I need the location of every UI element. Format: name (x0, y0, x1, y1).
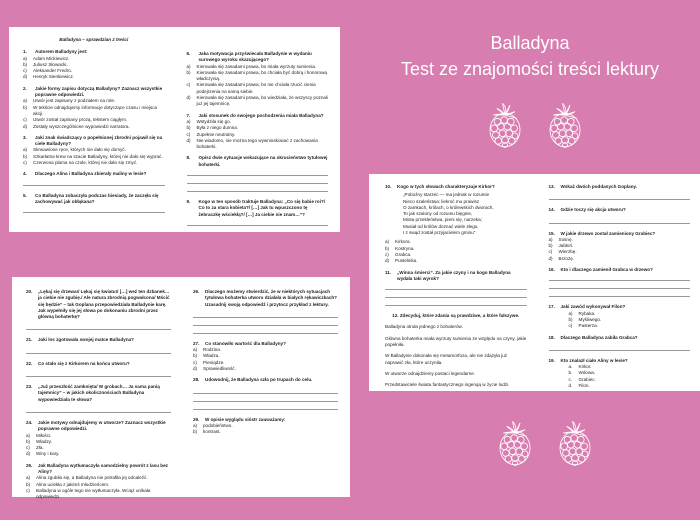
raspberry-icon (550, 410, 600, 476)
question-text: Wskaż dwóch poddanych Goplany. (560, 184, 637, 189)
answer-option[interactable]: c) Czerwona plama na czole, której nie dało się zmyć. (23, 160, 138, 166)
answer-option[interactable]: b) Kierowała się zasadami prawa, bo chciała być dobrą i honorową władczynią. (186, 69, 327, 82)
question-text: Co stało się z Kirkorem na końcu utworu? (38, 360, 130, 366)
answer-option[interactable]: a) podobieństwo. (193, 422, 233, 428)
answer-line[interactable] (385, 297, 527, 298)
question-10: 10. Kogo w tych słowach charakteryzuje Kirkor? „Poboźny starzec — ma jednak w rozumie Nieco szaleństwa: liekroć mu prawisz O zamkach, królach, o królewskich dworach, To jak szalony od rozumu bięgnie, Miota przekleństwa, pieni się, narzeka; Musiał od królów doznać wiele złego, I z swąd został przyjacielem gminu” a) Kirkora. b) Kostryna. c) Grabca. d) Pustelnika. (385, 184, 527, 265)
answer-option[interactable]: d) Brzozę. (548, 255, 575, 261)
answer-line[interactable] (23, 212, 165, 213)
answer-option[interactable]: a) Rodzina. (193, 347, 222, 353)
question-text: 12. Zdecyduj, które zdania są prawdziwe, a które fałszywe. (392, 313, 520, 319)
answer-option[interactable]: c) Zła. (26, 445, 44, 451)
page-heading (360, 30, 700, 82)
answer-line[interactable] (385, 289, 527, 290)
answer-option[interactable]: c) Zupełnie neutralny. (186, 131, 236, 137)
raspberry-icon (540, 92, 590, 158)
answer-option[interactable]: c) Wierzbę. (548, 249, 577, 255)
heading-subtitle: Test ze znajomości treści lektury (400, 59, 660, 79)
question-12 (385, 313, 527, 388)
answer-option[interactable]: b) Była z niego dumna. (186, 125, 239, 131)
question-text: Autorem Balladyny jest: (35, 49, 88, 55)
answer-option[interactable]: c) Pasterza. (568, 323, 598, 329)
answer-line[interactable] (193, 333, 338, 334)
question-text: Kto znalazł ciało Aliny w lesie? (560, 357, 628, 363)
answer-option[interactable]: c) Grabca. (385, 251, 412, 257)
question-text: Jakie motywy odnajdujemy w utworze? Zaznacz wszystkie poprawne odpowiedzi. (38, 419, 166, 432)
answer-option[interactable]: a) Kirkora. (385, 239, 411, 245)
question-text: Jaki stosunek do swojego pochodzenia miała Balladyna? (198, 112, 324, 118)
question-text: „Lękaj się drzewa!/ Lękaj się kwiatu!/ […] weź ten dzbanek… ja ciebie nie zgubię./ Ale natura zbrodnią pogwałcona/ Mścić się będzie” – tak Goplana przepowiedziała Balladynie karę. Jak wypełniły się jej słowa po dokonaniu zbrodni przez główną bohaterkę? (38, 289, 170, 320)
answer-line[interactable] (26, 412, 171, 413)
question-9: 9. Kogo w ten sposób traktuje Balladyna: „Co się babie roi?/ Co to za stara kobieta?/ […] Jak tu wpuszczono tę żebraczkę wściekłą?/ […] Ja ciebie nie znam…”? (187, 199, 329, 226)
question-18: 18. Dlaczego Balladyna zabiła Grabca? (549, 335, 691, 351)
answer-line[interactable] (193, 401, 338, 402)
answer-line[interactable] (23, 185, 165, 186)
answer-option[interactable]: a) Alina zgubiła się, a Balladyna nie potrafiła jej odnaleźć. (26, 475, 148, 481)
question-17: 17. Jaki zawód wykonywał Filon? a) Rybaka. b) Myśliwego. c) Pasterza. (549, 304, 691, 329)
statement[interactable]: Balladyna otruła jednego z bohaterów. (385, 324, 463, 330)
answer-line[interactable] (549, 280, 691, 281)
question-text: Jaka motywacja przyświecała Balladynie w wydaniu surowego wyroku skazującego? (198, 51, 312, 63)
question-text: Jaki znak świadczący o popełnionej zbrodni pojawił się na ciele Balladyny? (35, 134, 163, 147)
question-4: 4. Dlaczego Alina i Balladyna zbierały maliny w lesie? (23, 171, 165, 185)
answer-option[interactable]: d) Sprawiedliwość. (193, 366, 236, 372)
answer-option[interactable]: a. Kirkor. (568, 364, 592, 370)
answer-option[interactable]: c) Balladyna w ogóle tego nie wytłumaczyła. Wciąż unikała odpowiedzi. (26, 487, 151, 500)
answer-line[interactable] (549, 350, 691, 351)
question-text: Dlaczego możemy stwierdzić, że w niektórych sytuacjach tytułowa bohaterka utworu działała w białych rękawiczkach? Uzasadnij swoją odpowiedź i przytocz przykład z lektury. (205, 289, 337, 307)
answer-line[interactable] (193, 409, 338, 410)
answer-line[interactable] (187, 191, 329, 192)
question-text: Jakie formy zapisu dotyczą Balladyny? Zaznacz wszystkie poprawne odpowiedzi. (35, 85, 163, 98)
statement[interactable]: W Balladynie dokonała się metamorfoza, ale nie zdążyła już naprawić zła, które uczyniła. (385, 353, 508, 365)
question-7: 7. Jaki stosunek do swojego pochodzenia miała Balladyna? a) Wstydziła się go. b) Była z niego dumna. c) Zupełnie neutralny. d) Nie wiadomo, nie można tego wywnioskować z zachowania bohaterki. (187, 113, 329, 151)
answer-line[interactable] (549, 296, 691, 297)
answer-line[interactable] (549, 288, 691, 289)
answer-option[interactable]: b) kontrast. (193, 429, 221, 435)
answer-line[interactable] (26, 353, 171, 354)
question-27: 27. Co stanowiło wartość dla Balladyny? a) Rodzina. b) Władza. c) Pieniądze. d) Sprawiedliwość. (193, 341, 338, 372)
question-8: 8. Opisz dwie sytuacje wskazujące na okrucieństwo tytułowej bohaterki. (187, 155, 329, 192)
answer-line[interactable] (193, 393, 338, 394)
answer-line[interactable] (187, 225, 329, 226)
question-11: 11. „Winna śmierci”. Za jakie czyny i na kogo Balladyna wydała taki wyrok? (385, 270, 527, 307)
answer-line[interactable] (193, 317, 338, 318)
question-text: Co Balladyna zobaczyła podczas biesiady, że zaczęła się zachowywać jak obłąkana? (35, 192, 159, 204)
question-20: 20. „Lękaj się drzewa!/ Lękaj się kwiatu!/ […] weź ten dzbanek… ja ciebie nie zgubię./ Ale natura zbrodnią pogwałcona/ Mścić się będzie” – tak Goplana przepowiedziała Balladynie karę. Jak wypełniły się jej słowa po dokonaniu zbrodni przez główną bohaterkę? (26, 289, 171, 330)
answer-option[interactable]: c) Utwór został zapisany prozą, tekstem ciągłym. (23, 117, 128, 123)
question-text: Dlaczego Balladyna zabiła Grabca? (560, 334, 638, 340)
question-19: 19. Kto znalazł ciało Aliny w lesie? a. Kirkor. b. Wdowa. c. Grabiec. d. Filon. (549, 358, 691, 389)
answer-option[interactable]: b) Szkarłatna krew na szacie Balladyny, której nie dało się wyprać. (23, 153, 163, 159)
question-22: 22. Co stało się z Kirkorem na końcu utworu? (26, 361, 171, 377)
answer-option[interactable]: d) Zostały wyszczególnione wypowiedzi narratora. (23, 123, 130, 129)
answer-option[interactable]: a) Kierowała się zasadami prawa, bo miała wyrzuty sumienia. (186, 63, 317, 69)
statement[interactable]: W utworze odnajdziemy postaci legendarne. (385, 370, 476, 376)
worksheet-title: Balladyna – sprawdzian z treści (59, 37, 129, 42)
answer-line[interactable] (187, 183, 329, 184)
answer-option[interactable]: a) Miłości. (26, 432, 52, 438)
question-text: „Już przeszłość zamknięta/ W grobach… Ja sama panią tajemnicy” – w jakich okolicznościach Balladyna wypowiedziała te słowa? (38, 384, 160, 402)
answer-option[interactable]: c) Aleksander Fredro. (23, 68, 73, 74)
answer-option[interactable]: a) Sosnę. (548, 236, 573, 242)
answer-option[interactable]: b) Jabłoń. (548, 243, 574, 249)
question-text: Co stanowiło wartość dla Balladyny? (205, 340, 286, 346)
question-text: „Winna śmierci”. Za jakie czyny i na kogo Balladyna wydała taki wyrok? (397, 269, 511, 281)
question-2: 2. Jakie formy zapisu dotyczą Balladyny? Zaznacz wszystkie poprawne odpowiedzi. a) Utwór jest zapisany z podziałem na role. b) W tekście odnajdujemy informacje dotyczące czasu i miejsca akcji. c) Utwór został zapisany prozą, tekstem ciągłym. d) Zostały wyszczególnione wypowiedzi narratora. (23, 86, 165, 130)
question-text: Dlaczego Alina i Balladyna zbierały maliny w lesie? (35, 171, 147, 177)
answer-option[interactable]: c) Pieniądze. (193, 359, 225, 365)
question-text: Jaki zawód wykonywał Filon? (560, 304, 626, 310)
question-text: Opisz dwie sytuacje wskazujące na okrucieństwo tytułowej bohaterki. (198, 155, 328, 167)
question-text: Jak Balladyna wytłumaczyła samodzielny powrót z lasu bez Aliny? (38, 462, 168, 475)
question-5: 5. Co Balladyna zobaczyła podczas biesiady, że zaczęła się zachowywać jak obłąkana? (23, 193, 165, 214)
question-text: Jaki los zgotowała swojej matce Balladyna? (38, 337, 134, 343)
question-23: 23. „Już przeszłość zamknięta/ W grobach… Ja sama panią tajemnicy” – w jakich okolicznościach Balladyna wypowiedziała te słowa? (26, 384, 171, 413)
question-26: 26. Dlaczego możemy stwierdzić, że w niektórych sytuacjach tytułowa bohaterka utworu działała w białych rękawiczkach? Uzasadnij swoją odpowiedź i przytocz przykład z lektury. (193, 289, 338, 334)
answer-option[interactable]: b) Władza. (193, 353, 220, 359)
question-text: Kogo w tych słowach charakteryzuje Kirkor? (397, 184, 495, 189)
answer-option[interactable]: d) Henryk Sienkiewicz. (23, 74, 75, 80)
question-16: 16. Kto i dlaczego zamienił Grabca w drzewo? (549, 267, 691, 297)
question-1: 1. Autorem Balladyny jest: a) Adam Mickiewicz. b) Juliusz Słowacki. c) Aleksander Fredro. d) Henryk Sienkiewicz. (23, 49, 165, 80)
question-24: 24. Jakie motywy odnajdujemy w utworze? Zaznacz wszystkie poprawne odpowiedzi. a) Miłości. b) Władzy. c) Zła. d) Winy i kary. (26, 420, 171, 458)
answer-option[interactable]: b) Władzy. (26, 438, 52, 444)
answer-option[interactable]: d) Pustelnika. (385, 258, 418, 264)
answer-line[interactable] (187, 175, 329, 176)
answer-option[interactable]: a) Utwór jest zapisany z podziałem na role. (23, 98, 116, 104)
question-29: 29. W opisie wyglądu sióstr zauważamy: a) podobieństwo. b) kontrast. (193, 417, 338, 436)
question-text: W jakie drzewo został zamieniony Grabiec? (560, 230, 656, 236)
answer-option[interactable]: d) Winy i kary. (26, 451, 60, 457)
answer-option[interactable]: d) Nie wiadomo, nie można tego wywnioskować z zachowania bohaterki. (186, 137, 318, 150)
worksheet-page-3 (12, 277, 350, 500)
quote-block: „Poboźny starzec — ma jednak w rozumie Nieco szaleństwa: liekroć mu prawisz O zamkach, królach, o królewskich dworach, To jak szalony od rozumu bięgnie, Miota przekleństwa, pieni się, narzeka; Musiał od królów doznać wiele złego, I z swąd został przyjacielem gminu” (403, 192, 494, 236)
answer-option[interactable]: d. Filon. (568, 383, 590, 389)
question-28: 28. Udowodnij, że Balladyna szła po trupach do celu. (193, 377, 338, 409)
question-14: 14. Gdzie toczy się akcja utworu? (549, 207, 691, 223)
answer-option[interactable]: a) Skrwawione ręce, których nie dało się domyć. (23, 147, 126, 153)
answer-option[interactable]: c. Grabiec. (568, 376, 596, 382)
question-text: Udowodnij, że Balladyna szła po trupach do celu. (205, 377, 313, 383)
answer-option[interactable]: b) W tekście odnajdujemy informacje dotyczące czasu i miejsca akcji. (23, 104, 158, 116)
answer-option[interactable]: b. Wdowa. (568, 370, 596, 376)
answer-option[interactable]: a) Rybaka. (568, 310, 596, 316)
worksheet-page-2 (369, 174, 700, 391)
worksheet-page-1 (9, 27, 340, 232)
question-3: 3. Jaki znak świadczący o popełnionej zbrodni pojawił się na ciele Balladyny? a) Skrwawione ręce, których nie dało się domyć. b) Szkarłatna krew na szacie Balladyny, której nie dało się wyprać. c) Czerwona plama na czole, której nie dało się zmyć. (23, 134, 163, 166)
answer-option[interactable]: d) Kierowała się zasadami prawa, bo wiedziała, że wszyscy poznali już jej tajemnicę. (186, 95, 328, 107)
raspberry-icon (480, 92, 530, 158)
answer-option[interactable]: b) Kostryna. (385, 245, 415, 251)
answer-option[interactable]: a) Adam Mickiewicz. (23, 55, 70, 61)
question-text: W opisie wyglądu sióstr zauważamy: (205, 416, 286, 422)
question-6: 6. Jaka motywacja przyświecała Balladynie w wydaniu surowego wyroku skazującego? a) Kierowała się zasadami prawa, bo miała wyrzuty sumienia. b) Kierowała się zasadami prawa, bo chciała być dobrą i honorową władczynią. c) Kierowała się zasadami prawa, bo nie chciała rzucić cienia podejrzenia na samą siebie. d) Kierowała się zasadami prawa, bo wiedziała, że wszyscy poznali już jej tajemnicę. (186, 51, 328, 107)
answer-line[interactable] (26, 376, 171, 377)
answer-option[interactable]: c) Kierowała się zasadami prawa, bo nie chciała rzucić cienia podejrzenia na samą siebie. (186, 82, 316, 94)
answer-option[interactable]: a) Wstydziła się go. (186, 118, 231, 124)
answer-line[interactable] (549, 223, 691, 224)
raspberry-icon (490, 410, 540, 476)
question-25: 25. Jak Balladyna wytłumaczyła samodzielny powrót z lasu bez Aliny? a) Alina zgubiła się, a Balladyna nie potrafiła jej odnaleźć. b) Alina uciekła z jakimś młodzieńcem. c) Balladyna w ogóle tego nie wytłumaczyła. Wciąż unikała odpowiedzi. (26, 463, 171, 501)
question-text: Gdzie toczy się akcja utworu? (560, 207, 626, 213)
heading-title: Balladyna (490, 33, 570, 53)
question-15: 15. W jakie drzewo został zamieniony Grabiec? a) Sosnę. b) Jabłoń. c) Wierzbę. d) Brzozę. (549, 231, 691, 262)
answer-line[interactable] (193, 325, 338, 326)
statement[interactable]: Główna bohaterka miała wyrzuty sumienia ze względu na czyny, jakie popełniła. (385, 335, 527, 348)
answer-option[interactable]: b) Juliusz Słowacki. (23, 61, 68, 67)
answer-option[interactable]: b) Alina uciekła z jakimś młodzieńcem. (26, 481, 110, 487)
answer-line[interactable] (549, 199, 691, 200)
question-text: Kto i dlaczego zamienił Grabca w drzewo? (560, 267, 653, 273)
answer-line[interactable] (385, 305, 527, 306)
answer-line[interactable] (26, 329, 171, 330)
statement[interactable]: Przedstawiciele świata fantastycznego ingerują w życie ludzi. (385, 382, 510, 388)
answer-option[interactable]: b) Myśliwego. (568, 316, 602, 322)
question-21: 21. Jaki los zgotowała swojej matce Balladyna? (26, 337, 171, 353)
question-text: Kogo w ten sposób traktuje Balladyna: „Co się babie roi?/ Co to za stara kobieta?/ […] Jak tu wpuszczono tę żebraczkę wściekłą?/ […] Ja ciebie nie znam…”? (198, 199, 326, 217)
question-13: 13. Wskaż dwóch poddanych Goplany. (549, 184, 691, 200)
